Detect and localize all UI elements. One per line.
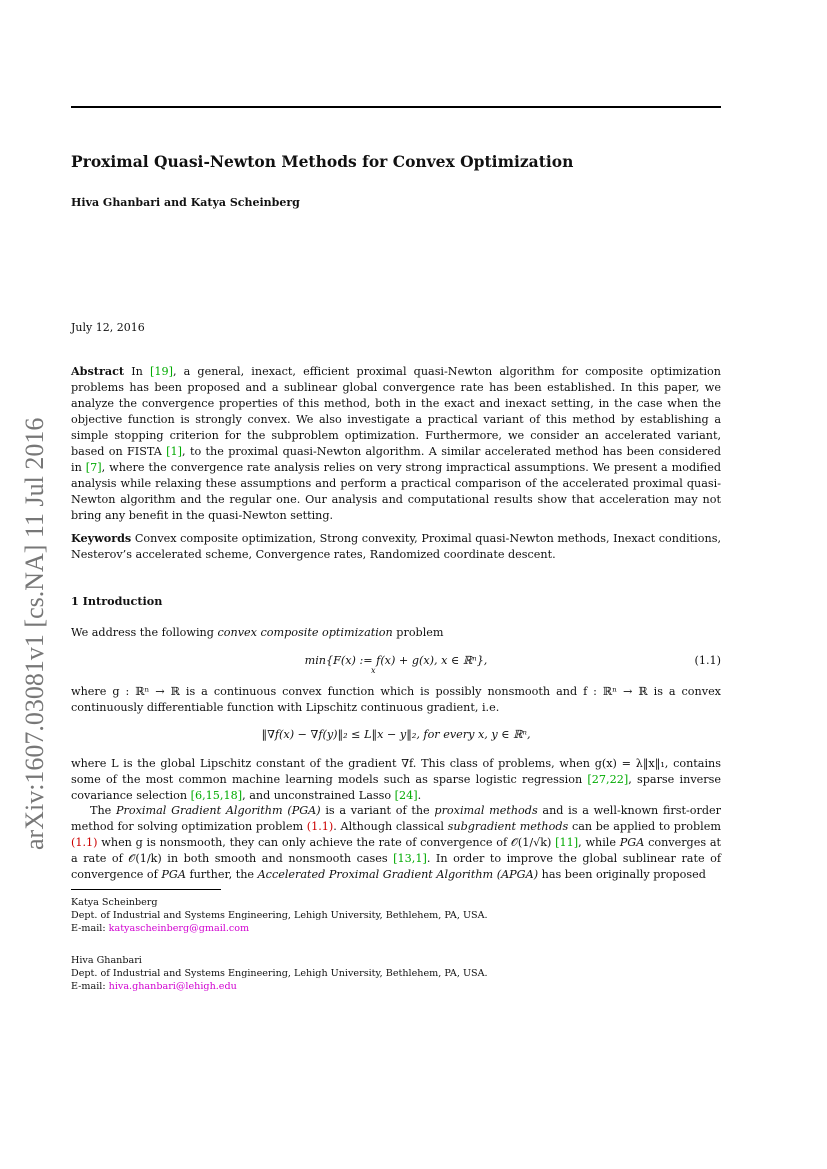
equation-1-number: (1.1) <box>694 654 721 667</box>
email-link[interactable]: katyascheinberg@gmail.com <box>108 923 250 934</box>
intro-text: where L is the global Lipschitz constant of the gradient ∇f. This class of problems, when g(x) = λ‖x‖₁, contains some of the most common machine learning models such as sparse logistic regression <box>71 757 721 786</box>
intro-text: , and unconstrained Lasso <box>242 789 395 802</box>
intro-text: . Although classical <box>333 820 448 833</box>
intro-emphasis: proximal methods <box>434 804 538 817</box>
intro-paragraph-4 <box>71 803 721 883</box>
keywords-label: Keywords <box>71 531 132 545</box>
footnote-author-2 <box>71 954 488 993</box>
paper-date: July 12, 2016 <box>71 321 145 334</box>
citation-link[interactable]: [7] <box>85 461 102 474</box>
intro-text: We address the following <box>71 626 218 639</box>
author-list: Hiva Ghanbari and Katya Scheinberg <box>71 196 300 209</box>
intro-text: when g is nonsmooth, they can only achieve the rate of convergence of 𝒪(1/√k) <box>97 836 556 849</box>
arxiv-stamp: arXiv:1607.03081v1 [cs.NA] 11 Jul 2016 <box>20 417 49 850</box>
intro-emphasis: PGA <box>619 836 645 849</box>
footnote-name: Katya Scheinberg <box>71 897 158 908</box>
intro-paragraph-1 <box>71 625 721 641</box>
keywords <box>71 530 721 563</box>
intro-text: further, the <box>185 868 258 881</box>
footnote-author-1 <box>71 896 488 935</box>
email-label: E-mail: <box>71 923 109 934</box>
intro-text: can be applied to problem <box>568 820 721 833</box>
intro-text: . In order to improve the global sublinear rate of convergence of <box>71 852 721 881</box>
intro-paragraph-2: where g : ℝⁿ → ℝ is a continuous convex function which is possibly nonsmooth and f : ℝⁿ → ℝ is a convex continuously differentiable function with Lipschitz continuous gradient, i.e. <box>71 685 721 714</box>
intro-text: is a variant of the <box>320 804 435 817</box>
equation-reference-link[interactable]: (1.1) <box>306 820 334 833</box>
abstract-text: , where the convergence rate analysis relies on very strong impractical assumptions. We present a modified analysis while relaxing these assumptions and perform a practical comparison of the accelerated proximal quasi-Newton algorithm and the regular one. Our analysis and computational results show that acceleration may not bring any benefit in the quasi-Newton setting. <box>71 461 721 522</box>
abstract-text: In <box>124 365 150 378</box>
intro-emphasis: Proximal Gradient Algorithm (PGA) <box>116 804 321 817</box>
citation-link[interactable]: [27,22] <box>587 773 629 786</box>
intro-text: problem <box>392 626 444 639</box>
intro-text: has been originally proposed <box>538 868 706 881</box>
footnote-affiliation: Dept. of Industrial and Systems Engineering, Lehigh University, Bethlehem, PA, USA. <box>71 968 488 979</box>
equation-1-subscript: x <box>371 666 376 675</box>
citation-link[interactable]: [13,1] <box>393 852 427 865</box>
footnote-email-line <box>71 922 488 935</box>
footnote-rule <box>71 889 221 890</box>
equation-reference-link[interactable]: (1.1) <box>71 836 98 849</box>
intro-emphasis: PGA <box>161 868 186 881</box>
equation-2: ‖∇f(x) − ∇f(y)‖₂ ≤ L‖x − y‖₂, for every x, y ∈ ℝⁿ, <box>261 728 531 741</box>
footnote-affiliation: Dept. of Industrial and Systems Engineering, Lehigh University, Bethlehem, PA, USA. <box>71 910 488 921</box>
equation-1 <box>71 654 721 675</box>
citation-link[interactable]: [11] <box>555 836 579 849</box>
intro-emphasis: Accelerated Proximal Gradient Algorithm (APGA) <box>257 868 539 881</box>
abstract-label: Abstract <box>71 364 125 378</box>
citation-link[interactable]: [1] <box>166 445 183 458</box>
abstract-text: , a general, inexact, efficient proximal quasi-Newton algorithm for composite optimization problems has been proposed and a sublinear global convergence rate has been established. In this paper, we analyze the convergence properties of this method, both in the exact and inexact setting, in the case when the objective function is strongly convex. We also investigate a practical variant of this method by establishing a simple stopping criterion for the subproblem optimization. Furthermore, we consider an accelerated variant, based on FISTA <box>71 365 721 458</box>
intro-emphasis: convex composite optimization <box>217 626 393 639</box>
email-label: E-mail: <box>71 981 109 992</box>
section-heading: 1 Introduction <box>71 594 163 608</box>
email-link[interactable]: hiva.ghanbari@lehigh.edu <box>108 981 237 992</box>
citation-link[interactable]: [24] <box>394 789 418 802</box>
intro-text: , while <box>578 836 620 849</box>
keywords-text: Convex composite optimization, Strong convexity, Proximal quasi-Newton methods, Inexact conditions, Nesterov’s accelerated scheme, Convergence rates, Randomized coordinate descent. <box>71 532 721 561</box>
intro-text: The <box>90 804 117 817</box>
abstract <box>71 363 721 524</box>
citation-link[interactable]: [6,15,18] <box>190 789 243 802</box>
intro-paragraph-3 <box>71 756 721 804</box>
paper-title: Proximal Quasi-Newton Methods for Convex Optimization <box>71 152 574 171</box>
intro-text: . <box>417 789 422 802</box>
equation-1-body: min{F(x) := f(x) + g(x), x ∈ ℝⁿ}, <box>304 654 488 667</box>
intro-text: , sparse inverse covariance selection <box>71 773 721 802</box>
footnote-email-line <box>71 980 488 993</box>
citation-link[interactable]: [19] <box>149 365 173 378</box>
intro-text: converges at a rate of 𝒪(1/k) in both smooth and nonsmooth cases <box>71 836 721 865</box>
top-rule <box>71 106 721 108</box>
abstract-text: , to the proximal quasi-Newton algorithm. A similar accelerated method has been considered in <box>71 445 721 474</box>
intro-text: and is a well-known first-order method for solving optimization problem <box>71 804 721 833</box>
intro-emphasis: subgradient methods <box>447 820 569 833</box>
footnote-name: Hiva Ghanbari <box>71 955 142 966</box>
